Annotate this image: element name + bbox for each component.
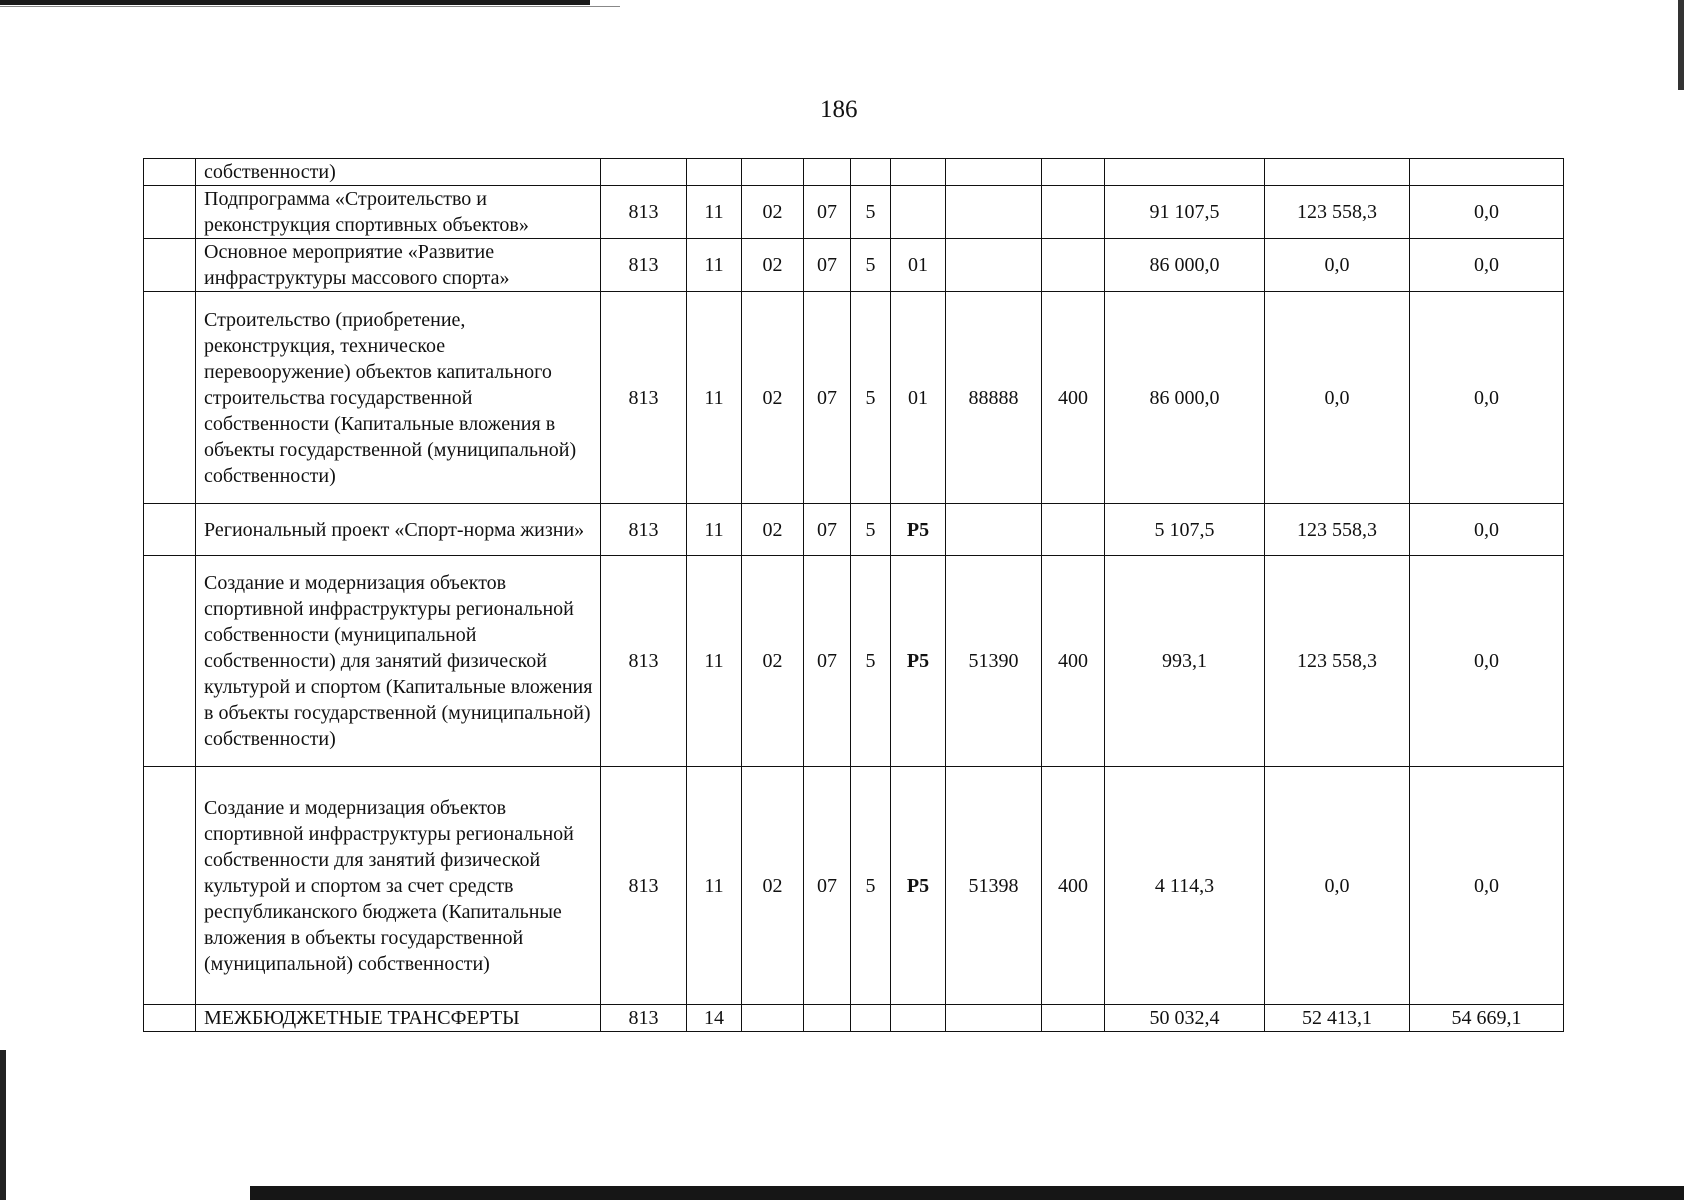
scan-edge-bottom [250,1186,1684,1200]
blank-cell [144,292,196,504]
cell-rz: 11 [687,239,742,292]
cell-rz: 11 [687,186,742,239]
cell-cs4: 51398 [946,767,1042,1005]
cell-rz [687,159,742,186]
cell-vr: 400 [1042,767,1105,1005]
cell-cs1 [804,159,851,186]
row-name: Создание и модернизация объектов спортивной инфраструктуры региональной собственности для занятий физической культурой и спортом за счет средств республиканского бюджета (Капитальные вложения в объекты государственной (муниципальной) собственности) [196,767,601,1005]
cell-year2: 52 413,1 [1265,1005,1410,1032]
cell-year3: 0,0 [1410,504,1564,556]
cell-year3: 54 669,1 [1410,1005,1564,1032]
cell-cs2: 5 [851,504,891,556]
cell-cs2 [851,1005,891,1032]
cell-cs2 [851,159,891,186]
cell-rz: 14 [687,1005,742,1032]
cell-cs1: 07 [804,556,851,767]
cell-cs3: 01 [891,239,946,292]
blank-cell [144,767,196,1005]
row-name: собственности) [196,159,601,186]
cell-rz: 11 [687,292,742,504]
blank-cell [144,1005,196,1032]
row-name: Подпрограмма «Строительство и реконструкция спортивных объектов» [196,186,601,239]
cell-cs4 [946,1005,1042,1032]
blank-cell [144,239,196,292]
cell-year2: 123 558,3 [1265,186,1410,239]
blank-cell [144,556,196,767]
table-row [144,186,1564,239]
cell-cs1 [804,1005,851,1032]
cell-cs3 [891,1005,946,1032]
cell-cs2: 5 [851,186,891,239]
cell-cs2: 5 [851,767,891,1005]
cell-cs1: 07 [804,186,851,239]
scan-edge-top [0,0,590,5]
cell-gr: 813 [601,186,687,239]
cell-gr: 813 [601,239,687,292]
cell-cs1: 07 [804,504,851,556]
cell-year3 [1410,159,1564,186]
cell-year1: 993,1 [1105,556,1265,767]
cell-year2: 123 558,3 [1265,556,1410,767]
cell-cs2: 5 [851,556,891,767]
cell-cs3: P5 [891,504,946,556]
scan-edge-right [1678,0,1684,90]
table-row [144,239,1564,292]
cell-cs4 [946,239,1042,292]
cell-cs1: 07 [804,239,851,292]
cell-year1: 91 107,5 [1105,186,1265,239]
table-row [144,159,1564,186]
cell-pr: 02 [742,556,804,767]
blank-cell [144,504,196,556]
cell-cs3 [891,159,946,186]
row-name: Региональный проект «Спорт-норма жизни» [196,504,601,556]
cell-vr [1042,1005,1105,1032]
cell-rz: 11 [687,556,742,767]
cell-pr: 02 [742,239,804,292]
cell-rz: 11 [687,504,742,556]
cell-vr: 400 [1042,556,1105,767]
cell-year3: 0,0 [1410,239,1564,292]
cell-cs4 [946,504,1042,556]
table-row [144,292,1564,504]
cell-year1: 86 000,0 [1105,292,1265,504]
cell-pr: 02 [742,504,804,556]
cell-cs4 [946,186,1042,239]
cell-cs1: 07 [804,767,851,1005]
cell-year2 [1265,159,1410,186]
cell-cs4 [946,159,1042,186]
scan-edge-top-line [0,6,620,7]
cell-year1: 4 114,3 [1105,767,1265,1005]
cell-cs2: 5 [851,292,891,504]
cell-vr [1042,239,1105,292]
cell-pr: 02 [742,186,804,239]
cell-year2: 0,0 [1265,292,1410,504]
cell-vr [1042,504,1105,556]
cell-cs1: 07 [804,292,851,504]
table-row [144,767,1564,1005]
cell-pr [742,1005,804,1032]
cell-year1: 5 107,5 [1105,504,1265,556]
cell-cs4: 88888 [946,292,1042,504]
cell-pr [742,159,804,186]
cell-year2: 0,0 [1265,239,1410,292]
scan-edge-left [0,1050,6,1200]
cell-pr: 02 [742,767,804,1005]
cell-gr: 813 [601,556,687,767]
cell-year2: 0,0 [1265,767,1410,1005]
budget-table [143,158,1564,1032]
cell-gr: 813 [601,767,687,1005]
blank-cell [144,159,196,186]
cell-year3: 0,0 [1410,767,1564,1005]
cell-year1 [1105,159,1265,186]
cell-year3: 0,0 [1410,556,1564,767]
cell-vr [1042,186,1105,239]
cell-year1: 50 032,4 [1105,1005,1265,1032]
cell-cs2: 5 [851,239,891,292]
cell-year1: 86 000,0 [1105,239,1265,292]
cell-cs3: 01 [891,292,946,504]
table-row [144,556,1564,767]
cell-rz: 11 [687,767,742,1005]
cell-vr: 400 [1042,292,1105,504]
blank-cell [144,186,196,239]
row-name: Создание и модернизация объектов спортивной инфраструктуры региональной собственности (муниципальной собственности) для занятий физической культурой и спортом (Капитальные вложения в объекты государственной (муниципальной) собственности) [196,556,601,767]
cell-gr: 813 [601,504,687,556]
cell-cs3: P5 [891,767,946,1005]
row-name: Основное мероприятие «Развитие инфраструктуры массового спорта» [196,239,601,292]
cell-year3: 0,0 [1410,292,1564,504]
cell-gr: 813 [601,292,687,504]
cell-cs3: P5 [891,556,946,767]
cell-cs3 [891,186,946,239]
cell-gr: 813 [601,1005,687,1032]
cell-year2: 123 558,3 [1265,504,1410,556]
cell-cs4: 51390 [946,556,1042,767]
row-name: Строительство (приобретение, реконструкция, техническое перевооружение) объектов капитального строительства государственной собственности (Капитальные вложения в объекты государственной (муниципальной) собственности) [196,292,601,504]
row-name: МЕЖБЮДЖЕТНЫЕ ТРАНСФЕРТЫ [196,1005,601,1032]
cell-vr [1042,159,1105,186]
cell-year3: 0,0 [1410,186,1564,239]
cell-pr: 02 [742,292,804,504]
cell-gr [601,159,687,186]
table-row [144,1005,1564,1032]
table-row [144,504,1564,556]
page-number: 186 [820,96,858,123]
